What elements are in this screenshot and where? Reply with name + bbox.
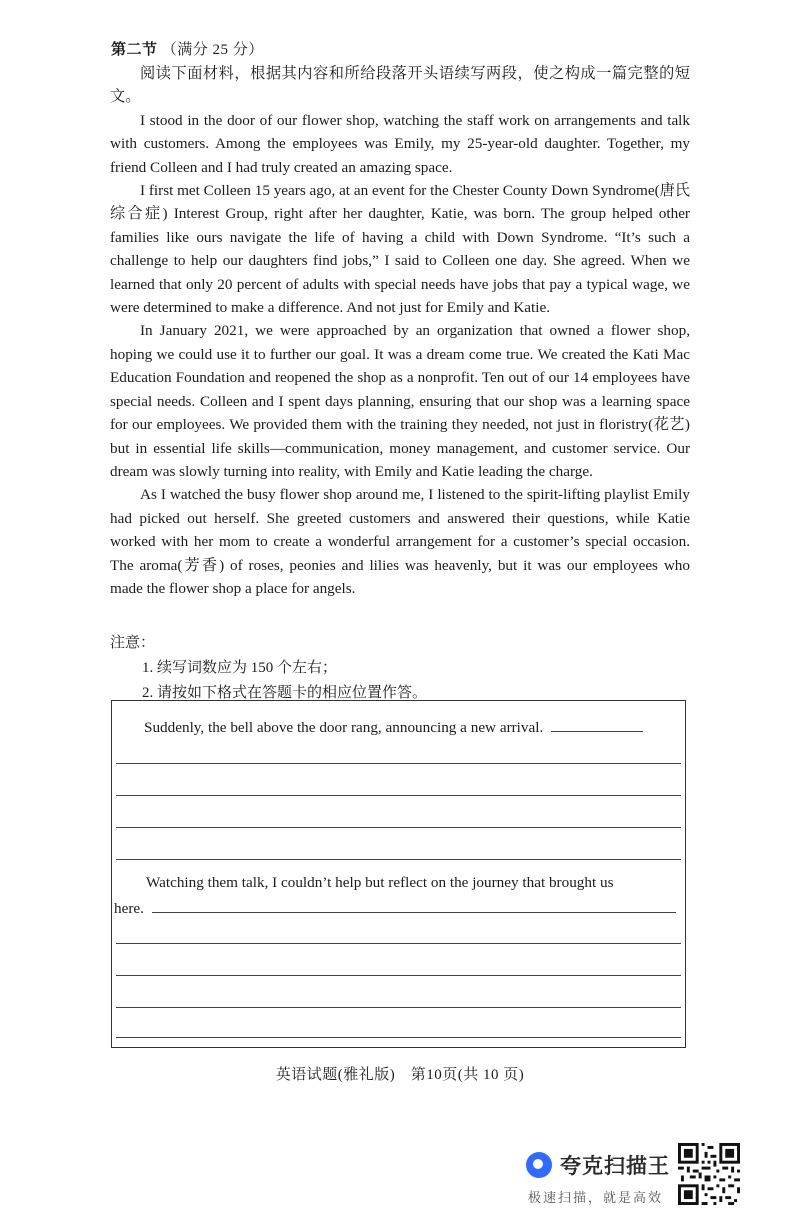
writing-line[interactable] — [116, 1037, 681, 1038]
passage-paragraph-4: As I watched the busy flower shop around me, I listened to the spirit-lifting playlist Emily had picked out herself. She greeted customers and answered their questions, while Katie worked with her mom to create a wonderful arrangement for a customer’s special occasion. The aroma(芳香) of roses, peonies and lilies was heavenly, but it was our employees who made the flower shop a place for angels. — [110, 486, 690, 597]
writing-line[interactable] — [116, 975, 681, 976]
writing-line[interactable] — [116, 827, 681, 828]
scanner-brand: 夸克扫描王 — [560, 1154, 670, 1178]
scanner-watermark — [526, 1145, 670, 1185]
answer-prompt-1: Suddenly, the bell above the door rang, announcing a new arrival. — [144, 715, 643, 740]
writing-line[interactable] — [116, 943, 681, 944]
note-item-1: 1. 续写词数应为 150 个左右； — [142, 660, 338, 676]
answer-prompt-2: Watching them talk, I couldn’t help but reflect on the journey that brought us — [146, 874, 614, 891]
passage-paragraph-3: In January 2021, we were approached by an organization that owned a flower shop, hoping we could use it to further our goal. It was a dream come true. We created the Kati Mac Education Foundation and reopened the shop as a nonprofit. Ten out of our 14 employees have special needs. Colleen and I spent days planning, ensuring that our shop was a learning space for our employees. We provided them with the training they needed, not just in floristry(花艺) but in essential life skills—communication, money management, and customer service. Our dream was slowly turning into reality, with Emily and Katie leading the charge. — [110, 322, 690, 480]
writing-blank[interactable] — [152, 896, 676, 913]
section-heading — [111, 38, 264, 59]
notes-label: 注意： — [110, 635, 156, 651]
instruction-text: 阅读下面材料，根据其内容和所给段落开头语续写两段，使之构成一篇完整的短文。 — [110, 65, 690, 106]
page-footer: 英语试题(雅礼版) 第10页(共 10 页) — [275, 1067, 525, 1083]
writing-blank[interactable] — [551, 715, 643, 732]
writing-line[interactable] — [116, 1007, 681, 1008]
reading-passage — [110, 62, 690, 600]
writing-line[interactable] — [116, 795, 681, 796]
passage-paragraph-2: I first met Colleen 15 years ago, at an event for the Chester County Down Syndrome(唐氏综合症) Interest Group, right after her daughter, Katie, was born. The group helped other families like ours navigate the life of having a child with Down Syndrome. “It’s such a challenge to help our daughters find jobs,” I said to Colleen one day. She agreed. When we learned that only 20 percent of adults with special needs have jobs that pay a typical wage, we were determined to make a difference. And not just for Emily and Katie. — [110, 182, 690, 317]
answer-prompt-2-end: here. — [114, 896, 676, 921]
note-item-2: 2. 请按如下格式在答题卡的相应位置作答。 — [142, 685, 428, 701]
writing-line[interactable] — [116, 763, 681, 764]
qr-code-icon — [678, 1143, 740, 1205]
passage-paragraph-1: I stood in the door of our flower shop, watching the staff work on arrangements and talk with customers. Among the employees was Emily, my 25-year-old daughter. Together, my friend Colleen and I had truly created an amazing space. — [110, 111, 690, 176]
scanner-slogan: 极速扫描，就是高效 — [528, 1191, 664, 1206]
section-title: 第二节 — [111, 40, 158, 58]
scanner-logo-icon — [526, 1152, 552, 1178]
notes — [110, 631, 427, 706]
answer-box[interactable] — [111, 700, 686, 1048]
section-score: （满分 25 分） — [161, 42, 264, 58]
writing-line[interactable] — [116, 859, 681, 860]
